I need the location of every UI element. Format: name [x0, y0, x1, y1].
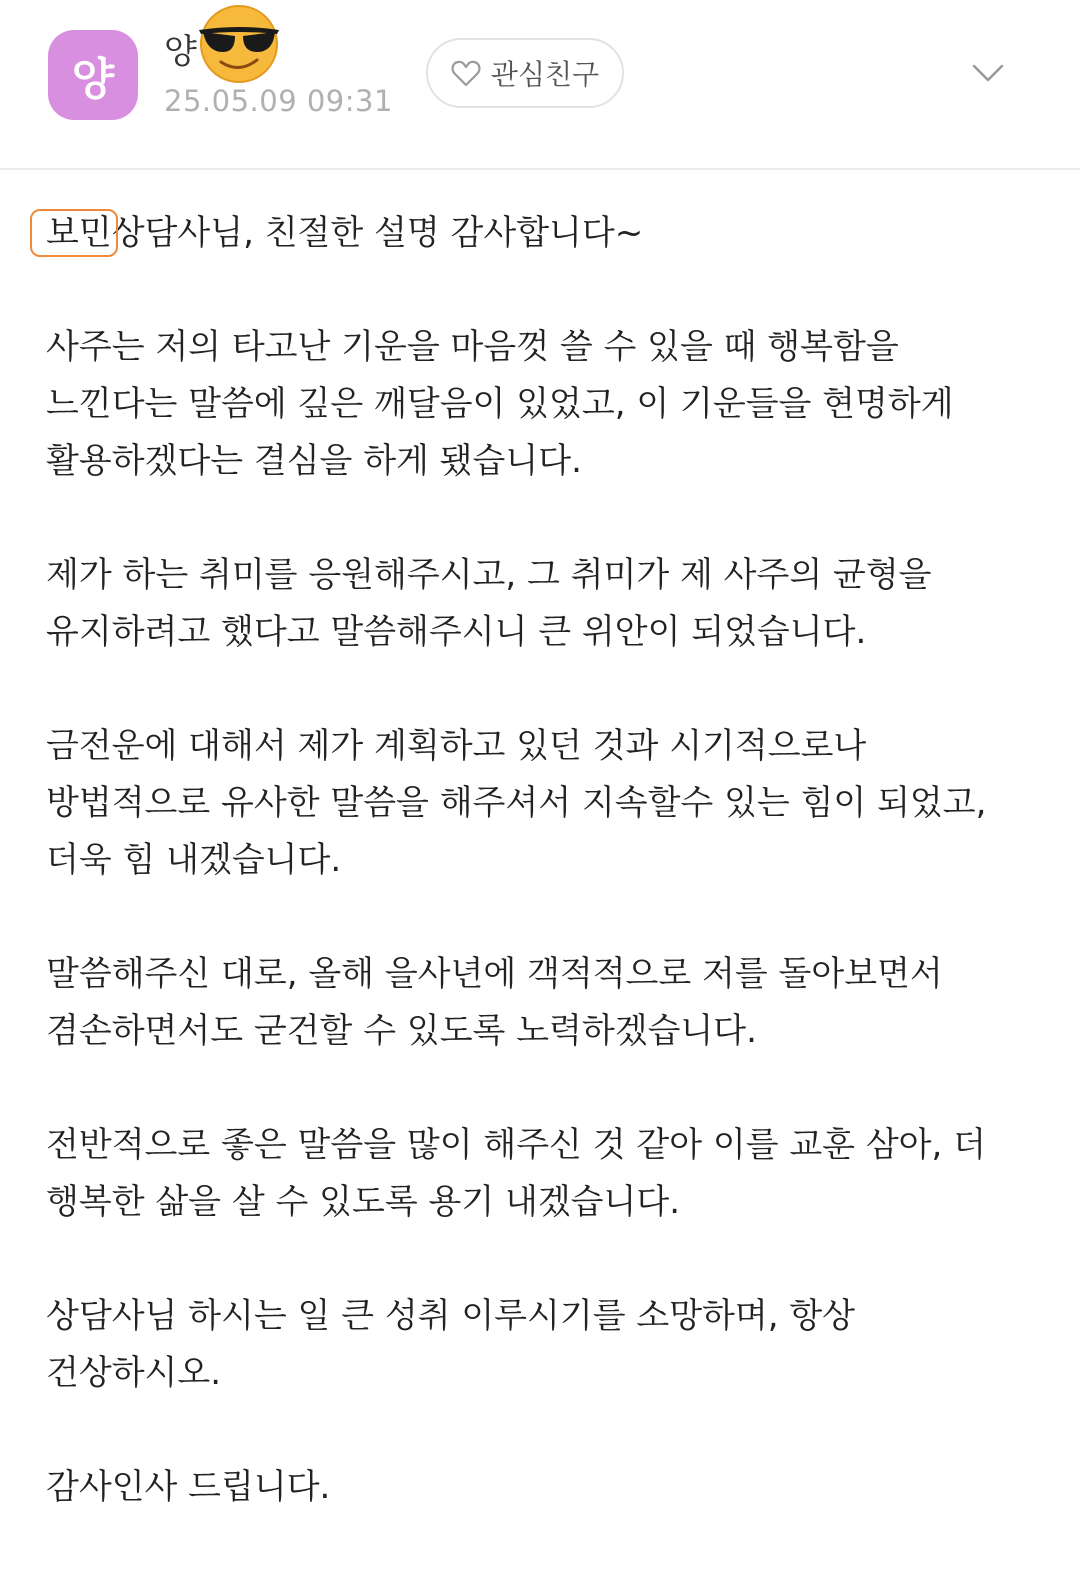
author-name[interactable]: 양 [164, 32, 197, 72]
paragraph-4: 말씀해주신 대로, 올해 을사년에 객적적으로 저를 돌아보면서 겸손하면서도 굳건할 수 있도록 노력하겠습니다. [46, 954, 943, 1051]
post-body [46, 205, 1026, 1573]
follow-label: 관심친구 [490, 58, 600, 91]
chevron-down-icon[interactable] [968, 56, 1008, 90]
greeting-text: 상담사님, 친절한 설명 감사합니다~ [111, 213, 644, 253]
sunglasses-emoji-icon [193, 0, 285, 84]
paragraph-5: 전반적으로 좋은 말씀을 많이 해주신 것 같아 이를 교훈 삼아, 더 행복한 삶을 살 수 있도록 용기 내겠습니다. [46, 1125, 986, 1222]
counselor-name: 보민 [46, 213, 112, 253]
paragraph-6: 상담사님 하시는 일 큰 성취 이루시기를 소망하며, 항상 건상하시오. [46, 1296, 856, 1393]
follow-button[interactable] [426, 38, 624, 108]
greeting-line [46, 205, 1026, 262]
paragraph-2: 제가 하는 취미를 응원해주시고, 그 취미가 제 사주의 균형을 유지하려고 했다고 말씀해주시니 큰 위안이 되었습니다. [46, 555, 932, 652]
avatar[interactable]: 양 [48, 30, 138, 120]
paragraph-7: 감사인사 드립니다. [46, 1467, 331, 1507]
post-header [0, 0, 1080, 170]
paragraph-1: 사주는 저의 타고난 기운을 마음껏 쓸 수 있을 때 행복함을 느낀다는 말씀에 깊은 깨달음이 있었고, 이 기운들을 현명하게 활용하겠다는 결심을 하게 됐습니다. [46, 327, 954, 481]
counselor-name-highlight [46, 213, 112, 253]
post-date: 25.05.09 09:31 [164, 84, 393, 118]
paragraph-3: 금전운에 대해서 제가 계획하고 있던 것과 시기적으로나 방법적으로 유사한 말씀을 해주셔서 지속할수 있는 힘이 되었고, 더욱 힘 내겠습니다. [46, 726, 987, 880]
heart-outline-icon [451, 59, 481, 87]
